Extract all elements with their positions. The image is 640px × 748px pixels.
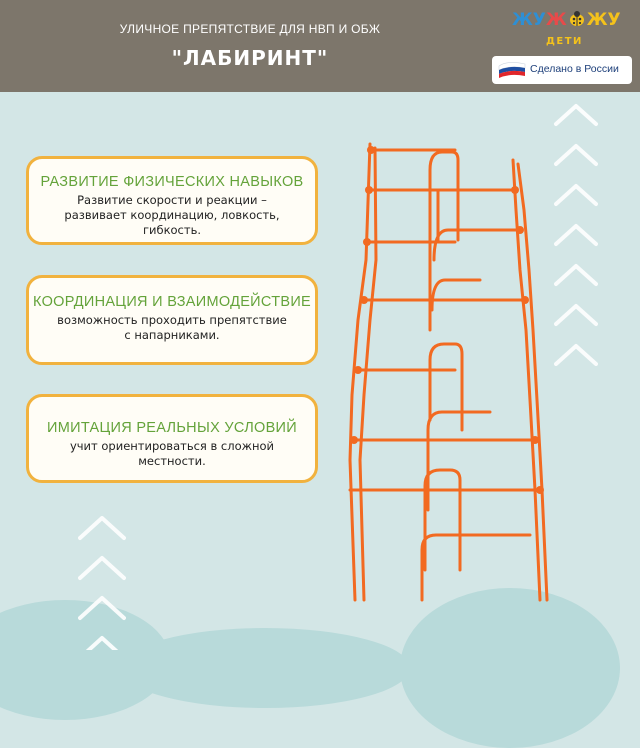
card-title: ИМИТАЦИЯ РЕАЛЬНЫХ УСЛОВИЙ <box>47 420 297 436</box>
card-text <box>29 193 315 238</box>
chevron-pattern-left <box>76 510 130 650</box>
page-title: "ЛАБИРИНТ" <box>171 46 329 70</box>
ladybug-icon <box>568 10 586 27</box>
card-text-line: с напарниками. <box>124 328 220 342</box>
card-text-line: развивает координацию, ловкость, <box>64 208 280 222</box>
card-text-line: местности. <box>138 454 206 468</box>
logo-part-1: ЖУ <box>512 10 546 30</box>
feature-card-coordination <box>26 275 318 365</box>
russia-flag-icon <box>498 60 526 80</box>
maze-frame-illustration <box>330 130 560 610</box>
card-text-line: учит ориентироваться в сложной <box>69 439 275 453</box>
card-text-line: Развитие скорости и реакции – <box>77 193 267 207</box>
background-blob-bottom <box>120 628 410 708</box>
header-bar <box>0 0 640 92</box>
card-title: РАЗВИТИЕ ФИЗИЧЕСКИХ НАВЫКОВ <box>40 174 304 190</box>
logo-wordmark <box>512 10 621 30</box>
card-text <box>29 439 315 469</box>
page-subtitle: УЛИЧНОЕ ПРЕПЯТСТВИЕ ДЛЯ НВП И ОБЖ <box>119 22 381 36</box>
brand-logo <box>512 6 621 56</box>
made-in-russia-badge <box>492 56 632 84</box>
badge-label: Сделано в России <box>530 63 619 75</box>
background-blob-right <box>400 588 620 748</box>
feature-card-real-conditions <box>26 394 318 483</box>
logo-part-3: ЖУ <box>586 10 621 30</box>
card-text-line: гибкость. <box>142 223 202 237</box>
card-text-line: возможность проходить препятствие <box>57 313 287 327</box>
card-text <box>29 313 315 343</box>
logo-part-2: Ж <box>545 10 567 30</box>
logo-subtitle: ДЕТИ <box>546 36 583 47</box>
feature-card-physical-skills <box>26 156 318 245</box>
card-title: КООРДИНАЦИЯ И ВЗАИМОДЕЙСТВИЕ <box>32 294 312 310</box>
